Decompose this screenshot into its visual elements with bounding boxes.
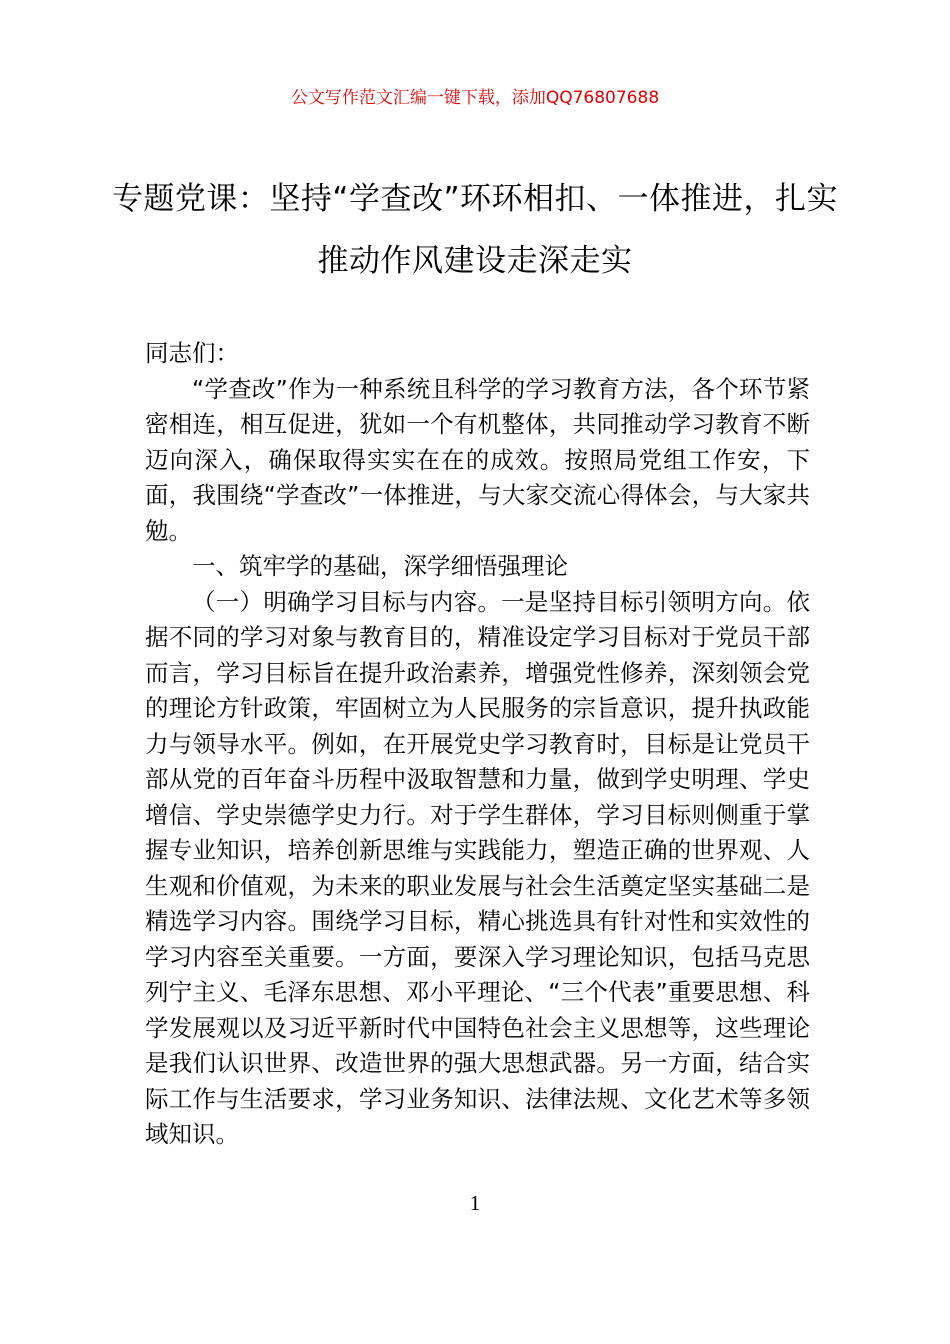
section-heading: 一、筑牢学的基础，深学细悟强理论 — [192, 552, 568, 580]
page-number: 1 — [469, 1191, 481, 1215]
document-title: 专题党课：坚持“学查改”环环相扣、一体推进，扎实推动作风建设走深走实 — [111, 181, 839, 279]
salutation: 同志们： — [145, 339, 239, 367]
header-download-note: 公文写作范文汇编一键下载，添加QQ76807688 — [290, 88, 660, 108]
subsection-paragraph: （一）明确学习目标与内容。一是坚持目标引领明方向。依据不同的学习对象与教育目的，精准设定学习目标对于党员干部而言，学习目标旨在提升政治素养，增强党性修养，深刻领会党的理论方针政策，牢固树立为人民服务的宗旨意识，提升执政能力与领导水平。例如，在开展党史学习教育时，目标是让党员干部从党的百年奋斗历程中汲取智慧和力量，做到学史明理、学史增信、学史崇德学史力行。对于学生群体，学习目标则侧重于掌握专业知识，培养创新思维与实践能力，塑造正确的世界观、人生观和价值观，为未来的职业发展与社会生活奠定坚实基础二是精选学习内容。围绕学习目标，精心挑选具有针对性和实效性的学习内容至关重要。一方面，要深入学习理论知识，包括马克思列宁主义、毛泽东思想、邓小平理论、“三个代表”重要思想、科学发展观以及习近平新时代中国特色社会主义思想等，这些理论是我们认识世界、改造世界的强大思想武器。另一方面，结合实际工作与生活要求，学习业务知识、法律法规、文化艺术等多领域知识。 — [145, 587, 810, 1148]
intro-paragraph: “学查改”作为一种系统且科学的学习教育方法，各个环节紧密相连，相互促进，犹如一个有机整体，共同推动学习教育不断迈向深入，确保取得实实在在的成效。按照局党组工作安，下面，我围绕“学查改”一体推进，与大家交流心得体会，与大家共勉。 — [145, 374, 810, 545]
document-body — [145, 336, 810, 1153]
